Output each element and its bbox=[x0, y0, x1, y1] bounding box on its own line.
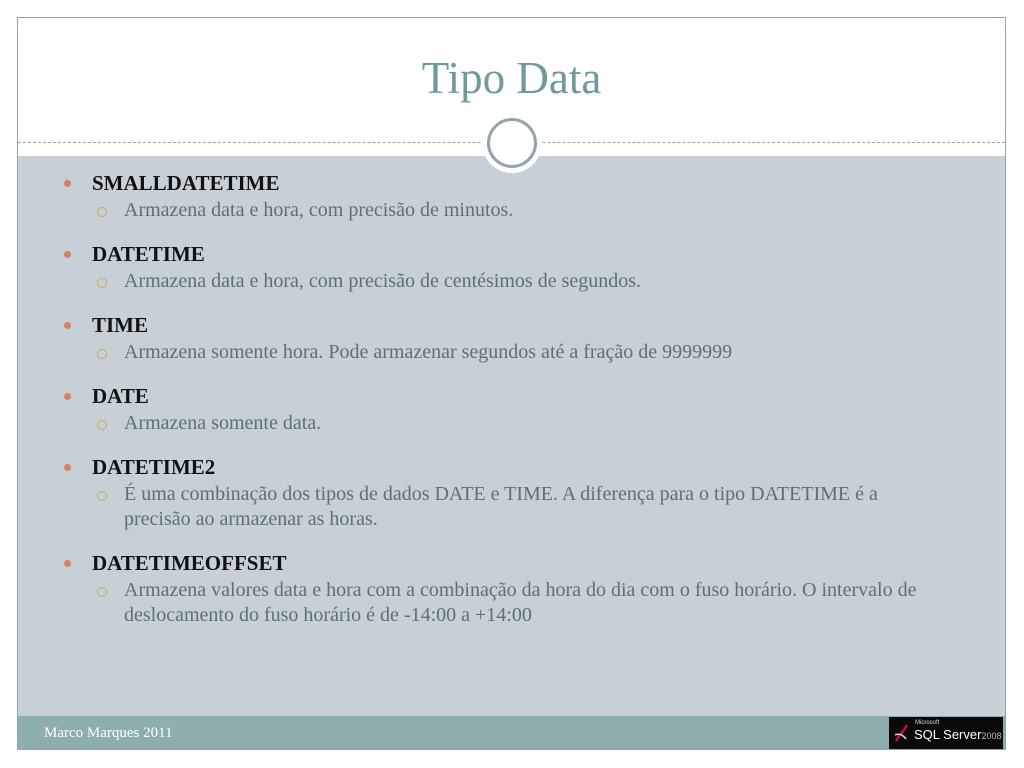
bullet-dot-icon bbox=[64, 464, 71, 471]
bullet-dot-icon bbox=[64, 393, 71, 400]
logo-maker: Microsoft bbox=[915, 720, 940, 726]
circle-ornament-icon bbox=[487, 118, 537, 168]
sql-server-logo-icon bbox=[893, 721, 909, 745]
item-description: Armazena valores data e hora com a combinação da hora do dia com o fuso horário. O intervalo de deslocamento do fuso horário é de -14:00 a +14:00 bbox=[124, 579, 917, 626]
list-item bbox=[62, 550, 942, 628]
bullet-dot-icon bbox=[64, 322, 71, 329]
list-item bbox=[62, 241, 942, 294]
bullet-ring-icon bbox=[97, 349, 107, 359]
bullet-ring-icon bbox=[97, 278, 107, 288]
item-term: DATE bbox=[92, 384, 149, 408]
bullet-dot-icon bbox=[64, 251, 71, 258]
slide-title: Tipo Data bbox=[421, 53, 602, 103]
list-item bbox=[62, 383, 942, 436]
sql-server-logo bbox=[889, 717, 1003, 749]
item-description: Armazena data e hora, com precisão de minutos. bbox=[124, 199, 514, 221]
footer-author: Marco Marques 2011 bbox=[44, 725, 173, 741]
item-term: DATETIME2 bbox=[92, 455, 216, 479]
item-description: Armazena somente hora. Pode armazenar segundos até a fração de 9999999 bbox=[124, 341, 733, 363]
bullet-ring-icon bbox=[97, 491, 107, 501]
bullet-ring-icon bbox=[97, 587, 107, 597]
item-term: SMALLDATETIME bbox=[92, 171, 280, 195]
item-description: Armazena data e hora, com precisão de centésimos de segundos. bbox=[124, 270, 642, 292]
item-description: É uma combinação dos tipos de dados DATE e TIME. A diferença para o tipo DATETIME é a precisão ao armazenar as horas. bbox=[124, 483, 878, 530]
item-description: Armazena somente data. bbox=[124, 412, 322, 434]
item-term: TIME bbox=[92, 313, 149, 337]
list-item bbox=[62, 454, 942, 532]
logo-year: 2008 bbox=[981, 731, 1002, 741]
list-item bbox=[62, 170, 942, 223]
list-item bbox=[62, 312, 942, 365]
slide bbox=[17, 17, 1006, 750]
item-term: DATETIMEOFFSET bbox=[92, 551, 287, 575]
logo-product: SQL Server bbox=[914, 727, 982, 742]
bullet-ring-icon bbox=[97, 207, 107, 217]
footer-bar bbox=[18, 716, 1005, 750]
bullet-dot-icon bbox=[64, 180, 71, 187]
bullet-list bbox=[62, 170, 942, 646]
bullet-dot-icon bbox=[64, 560, 71, 567]
bullet-ring-icon bbox=[97, 420, 107, 430]
item-term: DATETIME bbox=[92, 242, 205, 266]
